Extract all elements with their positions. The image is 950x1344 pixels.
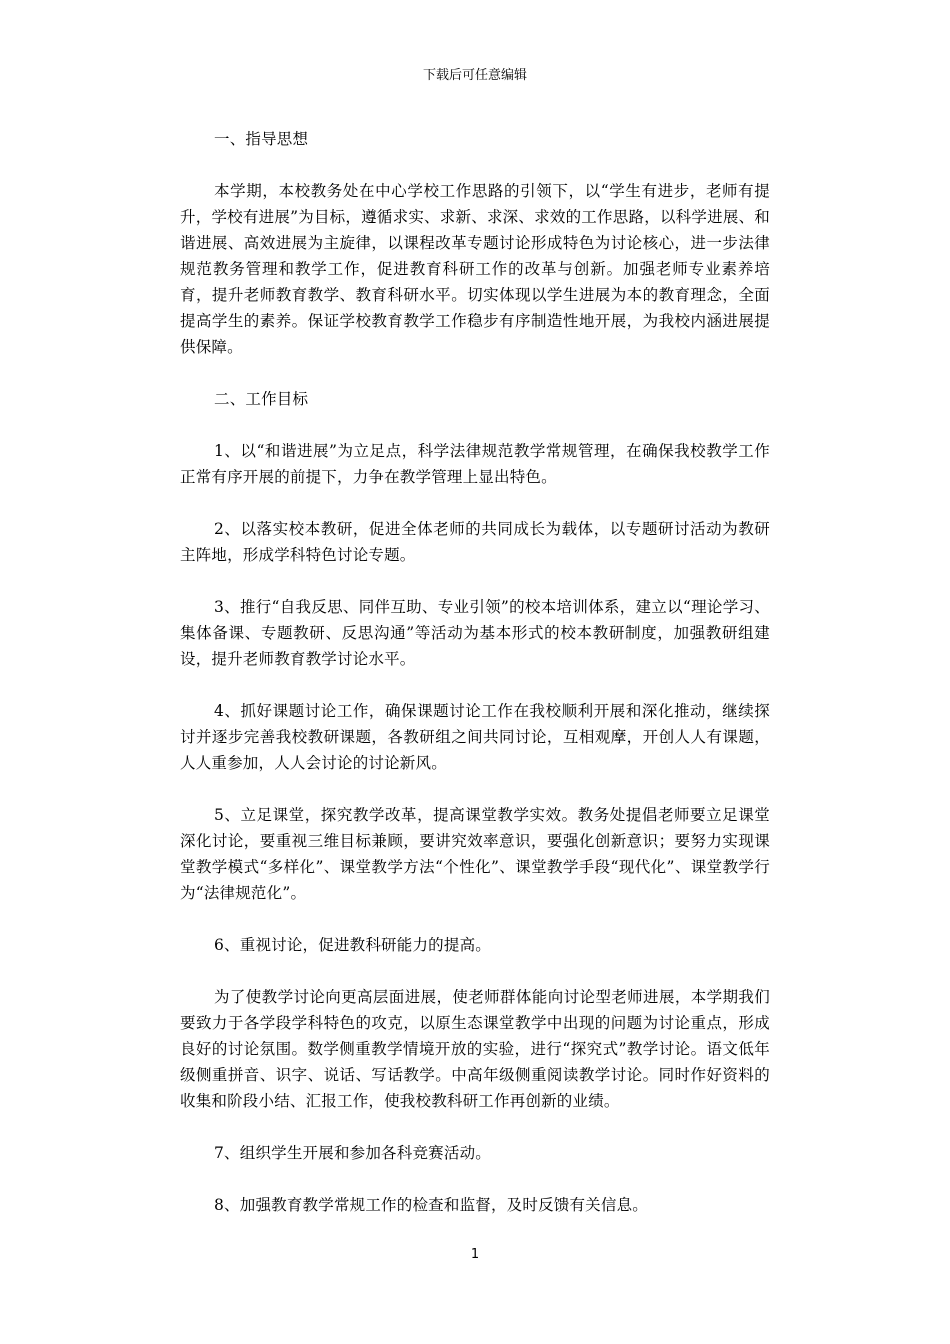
goal-item-6-detail: 为了使教学讨论向更高层面进展，使老师群体能向讨论型老师进展，本学期我们要致力于各学段学科特色的攻克，以原生态课堂教学中出现的问题为讨论重点，形成良好的讨论氛围。数学侧重教学情境开放的实验，进行“探究式”教学讨论。语文低年级侧重拼音、识字、说话、写话教学。中高年级侧重阅读教学讨论。同时作好资料的收集和阶段小结、汇报工作，使我校教科研工作再创新的业绩。 (180, 988, 770, 1110)
goal-item-8: 8、加强教育教学常规工作的检查和监督，及时反馈有关信息。 (214, 1196, 648, 1214)
paragraph-guiding-ideology: 本学期，本校教务处在中心学校工作思路的引领下，以“学生有进步，老师有提升，学校有进展”为目标，遵循求实、求新、求深、求效的工作思路，以科学进展、和谐进展、高效进展为主旋律，以课程改革专题讨论形成特色为讨论核心，进一步法律规范教务管理和教学工作，促进教育科研工作的改革与创新。加强老师专业素养培育，提升老师教育教学、教育科研水平。切实体现以学生进展为本的教育理念，全面提高学生的素养。保证学校教育教学工作稳步有序制造性地开展，为我校内涵进展提供保障。 (180, 182, 770, 356)
goal-item-3: 3、推行“自我反思、同伴互助、专业引领”的校本培训体系，建立以“理论学习、集体备课、专题教研、反思沟通”等活动为基本形式的校本教研制度，加强教研组建设，提升老师教育教学讨论水平。 (180, 598, 770, 668)
goal-item-5: 5、立足课堂，探究教学改革，提高课堂教学实效。教务处提倡老师要立足课堂深化讨论，要重视三维目标兼顾，要讲究效率意识，要强化创新意识；要努力实现课堂教学模式“多样化”、课堂教学方法“个性化”、课堂教学手段“现代化”、课堂教学行为“法律规范化”。 (180, 806, 770, 902)
section-heading-work-goals: 二、工作目标 (214, 390, 309, 408)
section-heading-guiding-ideology: 一、指导思想 (214, 130, 309, 148)
goal-item-6: 6、重视讨论，促进教科研能力的提高。 (214, 936, 491, 954)
page-number: 1 (470, 1247, 480, 1262)
goal-item-1: 1、以“和谐进展”为立足点，科学法律规范教学常规管理，在确保我校教学工作正常有序开展的前提下，力争在教学管理上显出特色。 (180, 442, 770, 486)
document-body (180, 126, 770, 1244)
goal-item-2: 2、以落实校本教研，促进全体老师的共同成长为载体，以专题研讨活动为教研主阵地，形成学科特色讨论专题。 (180, 520, 770, 564)
page-header: 下载后可任意编辑 (422, 68, 527, 83)
goal-item-7: 7、组织学生开展和参加各科竞赛活动。 (214, 1144, 491, 1162)
goal-item-4: 4、抓好课题讨论工作，确保课题讨论工作在我校顺利开展和深化推动，继续探讨并逐步完善我校教研课题，各教研组之间共同讨论，互相观摩，开创人人有课题，人人重参加，人人会讨论的讨论新风。 (180, 702, 770, 772)
